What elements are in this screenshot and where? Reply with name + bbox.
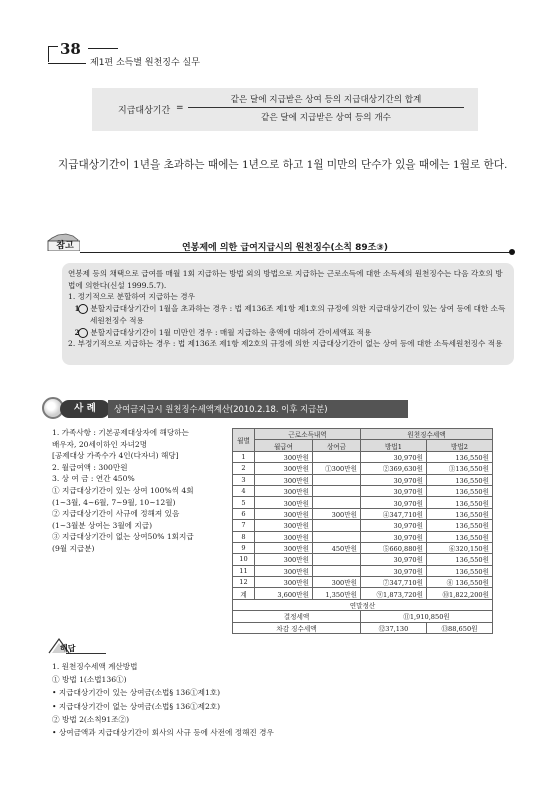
- cell-method-1: 30,970원: [361, 565, 427, 576]
- table-row: [233, 451, 493, 462]
- cell-bonus: [313, 554, 361, 565]
- note-badge-label: 참고: [56, 241, 74, 251]
- condition-line: 배우자, 20세이하인 자녀2명: [52, 439, 148, 449]
- table-row: [233, 565, 493, 576]
- table-row-determined: [233, 611, 493, 622]
- table-row: [233, 474, 493, 485]
- answer-line: • 지급대상기간이 없는 상여금(소법§ 136①제2호): [52, 701, 221, 711]
- cell-method-2: 136,550원: [427, 508, 493, 519]
- cell-bonus: [313, 485, 361, 496]
- note-sub-2-text: 분할지급대상기간이 1월 미만인 경우 : 매월 지급하는 총액에 대하여 간이세액표 적용: [90, 327, 372, 337]
- formula-label: 지급대상기간: [118, 106, 171, 116]
- cell-bonus: 300만원: [313, 508, 361, 519]
- table-row: [233, 463, 493, 474]
- cell-month: 8: [233, 531, 255, 542]
- note-sub-1: [68, 303, 508, 326]
- header-rule-bottom: [48, 63, 86, 64]
- answer-line: ① 방법 1(소법136①): [52, 675, 127, 685]
- cell-method-1: 30,970원: [361, 451, 427, 462]
- example-title: 상여금지급시 원천징수세액계산(2010.2.18. 이후 지급분): [108, 400, 408, 418]
- cell-determined-value: ⑪1,910,850원: [361, 611, 493, 622]
- cell-method-2: 136,550원: [427, 554, 493, 565]
- answer-line: ② 방법 2(소칙91조②): [52, 714, 130, 724]
- cell-method-2: 136,550원: [427, 565, 493, 576]
- header-method-1: 방법1: [361, 440, 427, 451]
- circled-number: 2: [78, 328, 88, 338]
- condition-line: (1~3월분 상여는 3월에 지급): [52, 520, 153, 530]
- condition-line: (9월 지급분): [52, 543, 95, 553]
- cell-method-2: 136,550원: [427, 520, 493, 531]
- cell-method-1: 30,970원: [361, 474, 427, 485]
- cell-method-2: 136,550원: [427, 451, 493, 462]
- condition-line: ③ 지급대상기간이 없는 상여50% 1회지급: [52, 532, 194, 542]
- cell-method-1: ④347,710원: [361, 508, 427, 519]
- header-income: 근로소득내역: [255, 429, 361, 440]
- table-row: [233, 554, 493, 565]
- formula-numerator: 같은 달에 지급받은 상여 등의 지급대상기간의 합계: [230, 95, 422, 105]
- condition-line: 1. 가족사항 : 기본공제대상자에 해당하는: [52, 428, 189, 437]
- table-row-total: [233, 588, 493, 599]
- cell-method-1: 30,970원: [361, 531, 427, 542]
- cell-difference-method-1: ⑫37,130: [361, 622, 427, 633]
- cell-method-2: ③136,550원: [427, 463, 493, 474]
- cell-month: 11: [233, 565, 255, 576]
- cell-method-1: ⑦347,710원: [361, 577, 427, 588]
- cell-bonus: [313, 451, 361, 462]
- cell-salary: 300만원: [255, 531, 313, 542]
- cell-month: 4: [233, 485, 255, 496]
- cell-salary: 3,600만원: [255, 588, 313, 599]
- cell-method-1: 30,970원: [361, 497, 427, 508]
- table-row: [233, 542, 493, 553]
- cell-bonus: 1,350만원: [313, 588, 361, 599]
- note-title: 연봉제에 의한 급여지급시의 원천징수(소칙 89조③): [181, 243, 389, 253]
- table-row: [233, 485, 493, 496]
- cell-method-2: ⑥320,150원: [427, 542, 493, 553]
- condition-line: [공제대상 가족수가 4인(다자녀) 해당]: [52, 451, 179, 461]
- cell-salary: 300만원: [255, 485, 313, 496]
- condition-line: ② 지급대상기간이 사규에 정해져 있음: [52, 509, 180, 519]
- cell-month: 1: [233, 451, 255, 462]
- note-sub-1-text: 분할지급대상기간이 1월을 초과하는 경우 : 법 제136조 제1항 제1호의 규정에 의한 지급대상기간이 있는 상여 등에 대한 소득세원천징수 적용: [90, 304, 506, 325]
- cell-method-1: ②369,630원: [361, 463, 427, 474]
- cell-method-1: 30,970원: [361, 520, 427, 531]
- note-item-2: 2. 부정기적으로 지급하는 경우 : 법 제136조 제1항 제2호의 규정에 의한 지급대상기간이 없는 상여 등에 대한 소득세원천징수 적용: [68, 339, 503, 349]
- answer-label: 해답: [60, 644, 76, 653]
- cell-salary: 300만원: [255, 463, 313, 474]
- cell-method-2: 136,550원: [427, 497, 493, 508]
- header-salary: 월급여: [255, 440, 313, 451]
- header-bracket: [48, 46, 58, 62]
- cell-bonus: [313, 531, 361, 542]
- condition-line: (1~3월, 4~6월, 7~9월, 10~12월): [52, 497, 176, 507]
- cell-salary: 300만원: [255, 542, 313, 553]
- header-month: 월별: [233, 429, 255, 452]
- cell-month: 12: [233, 577, 255, 588]
- example-badge: 사 례: [60, 400, 110, 418]
- cell-month: 5: [233, 497, 255, 508]
- cell-bonus: [313, 520, 361, 531]
- cell-bonus: 450만원: [313, 542, 361, 553]
- cell-method-1: ⑨1,873,720원: [361, 588, 427, 599]
- header-rule-top: [88, 48, 118, 49]
- cell-month: 3: [233, 474, 255, 485]
- cell-salary: 300만원: [255, 474, 313, 485]
- cell-month: 7: [233, 520, 255, 531]
- cell-method-2: 136,550원: [427, 474, 493, 485]
- answer-line: • 지급대상기간이 있는 상여금(소법§ 136①제1호): [52, 688, 221, 698]
- header-method-2: 방법2: [427, 440, 493, 451]
- cell-bonus: 300만원: [313, 577, 361, 588]
- body-paragraph: 지급대상기간이 1년을 초과하는 때에는 1년으로 하고 1월 미만의 단수가 있을 때에는 1월로 한다.: [58, 159, 508, 171]
- cell-month: 2: [233, 463, 255, 474]
- cell-difference-method-2: ⑬88,650원: [427, 622, 493, 633]
- cell-bonus: [313, 565, 361, 576]
- condition-line: 3. 상 여 금 : 연간 450%: [52, 474, 135, 484]
- chapter-title: 제1편 소득별 원천징수 실무: [90, 58, 200, 68]
- answer-content: [52, 660, 372, 739]
- cell-difference-label: 차감 징수세액: [233, 622, 361, 633]
- table-row: [233, 531, 493, 542]
- header-bonus: 상여금: [313, 440, 361, 451]
- example-conditions: [52, 427, 227, 555]
- withholding-table: [232, 428, 493, 634]
- answer-line: 1. 원천징수세액 계산방법: [52, 662, 138, 671]
- cell-bonus: ①300만원: [313, 463, 361, 474]
- cell-month: 9: [233, 542, 255, 553]
- table-row: [233, 520, 493, 531]
- note-intro: 연봉제 등의 채택으로 급여를 매월 1회 지급하는 방법 외의 방법으로 지급하는 근로소득에 대한 소득세의 원천징수는 다음 각호의 방법에 의한다(신설 1999.5.7).: [68, 269, 503, 290]
- header-tax: 원천징수세액: [361, 429, 493, 440]
- cell-determined-label: 결정세액: [233, 611, 361, 622]
- cell-bonus: [313, 474, 361, 485]
- answer-rule: [66, 653, 106, 654]
- cell-salary: 300만원: [255, 451, 313, 462]
- cell-salary: 300만원: [255, 577, 313, 588]
- cell-method-1: ⑤660,880원: [361, 542, 427, 553]
- cell-bonus: [313, 497, 361, 508]
- page-number: 38: [60, 40, 81, 58]
- circled-number: 1: [78, 304, 88, 314]
- cell-method-2: ⑩1,822,200원: [427, 588, 493, 599]
- fraction-bar: [188, 107, 464, 108]
- condition-line: ① 지급대상기간이 있는 상여 100%씩 4회: [52, 485, 194, 495]
- note-rule-dot: [509, 249, 515, 255]
- table-row: [233, 508, 493, 519]
- cell-month: 6: [233, 508, 255, 519]
- formula-denominator: 같은 달에 지급받은 상여 등의 개수: [261, 113, 391, 123]
- cell-method-2: 136,550원: [427, 531, 493, 542]
- cell-salary: 300만원: [255, 520, 313, 531]
- table-row-settlement: [233, 599, 493, 610]
- cell-month: 계: [233, 588, 255, 599]
- note-sub-2: [68, 327, 508, 339]
- cell-month: 10: [233, 554, 255, 565]
- table-row: [233, 577, 493, 588]
- condition-line: 2. 월급여액 : 300만원: [52, 462, 128, 472]
- table-row: [233, 497, 493, 508]
- note-content: [68, 268, 508, 350]
- cell-salary: 300만원: [255, 565, 313, 576]
- answer-line: • 상여금액과 지급대상기간이 회사의 사규 등에 사전에 정해진 경우: [52, 728, 274, 738]
- cell-method-2: 136,550원: [427, 485, 493, 496]
- cell-method-2: ⑧ 136,550원: [427, 577, 493, 588]
- cell-salary: 300만원: [255, 508, 313, 519]
- cell-method-1: 30,970원: [361, 554, 427, 565]
- cell-salary: 300만원: [255, 554, 313, 565]
- cell-salary: 300만원: [255, 497, 313, 508]
- table-row-difference: [233, 622, 493, 633]
- note-item-1: 1. 정기적으로 분할하여 지급하는 경우: [68, 292, 195, 302]
- cell-settlement: 연말정산: [233, 599, 493, 610]
- cell-method-1: 30,970원: [361, 485, 427, 496]
- formula-equals: =: [176, 103, 184, 113]
